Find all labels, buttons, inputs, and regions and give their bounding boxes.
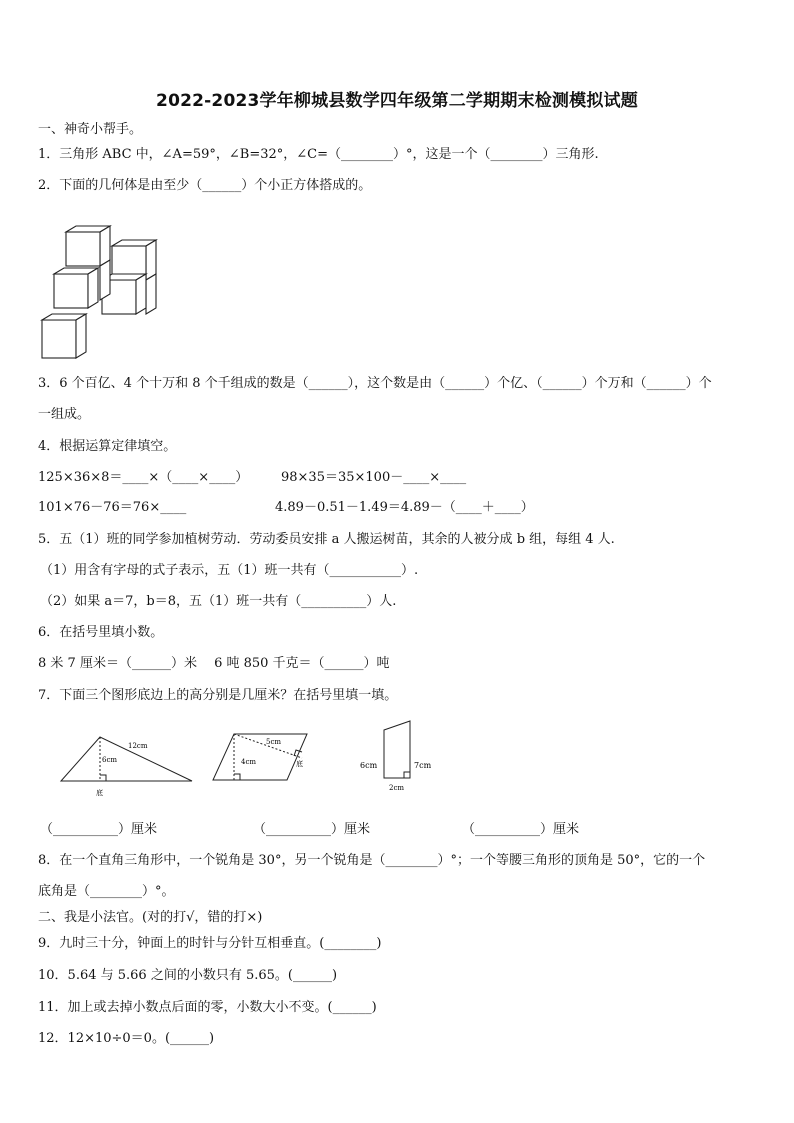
question-4-row-1-right: 98×35＝35×100－____×____	[281, 470, 467, 485]
parallelogram-figure	[210, 730, 314, 786]
trapezoid-bottom-label: 2cm	[389, 784, 405, 792]
parallelogram-height-label: 4cm	[241, 758, 257, 766]
question-8-line-1: 8．在一个直角三角形中，一个锐角是 30°，另一个锐角是（________）°；一个等腰三角形的顶角是 50°，它的一个	[38, 853, 706, 868]
question-12: 12．12×10÷0＝0。(______)	[38, 1031, 215, 1046]
question-11: 11．加上或去掉小数点后面的零，小数大小不变。(______)	[38, 1000, 377, 1015]
question-9: 9．九时三十分，钟面上的时针与分针互相垂直。(________)	[38, 936, 382, 951]
trapezoid-left-label: 6cm	[360, 761, 378, 770]
question-5-part-1: （1）用含有字母的式子表示，五（1）班一共有（___________）.	[40, 563, 419, 578]
question-3-line-1: 3．6 个百亿、4 个十万和 8 个千组成的数是（______），这个数是由（______）个亿、（______）个万和（______）个	[38, 376, 712, 391]
page-title: 2022-2023学年柳城县数学四年级第二学期期末检测模拟试题	[156, 91, 638, 111]
question-1: 1．三角形 ABC 中，∠A=59°，∠B=32°，∠C=（________）°，这是一个（________）三角形.	[38, 147, 599, 162]
question-2: 2．下面的几何体是由至少（______）个小正方体搭成的。	[38, 178, 372, 193]
question-7-answer-3: （__________）厘米	[462, 822, 580, 837]
question-7: 7．下面三个图形底边上的高分别是几厘米？在括号里填一填。	[38, 688, 398, 703]
trapezoid-right-label: 7cm	[414, 761, 432, 770]
parallelogram-base-label: 底	[296, 760, 303, 768]
question-8-line-2: 底角是（________）°。	[38, 884, 175, 899]
cube-stack-figure	[38, 212, 162, 362]
question-4: 4．根据运算定律填空。	[38, 439, 177, 454]
question-4-row-2-right: 4.89－0.51－1.49＝4.89－（____＋____）	[275, 500, 534, 515]
question-7-answer-2: （__________）厘米	[253, 822, 371, 837]
question-10: 10．5.64 与 5.66 之间的小数只有 5.65。(______)	[38, 968, 338, 983]
question-5: 5．五（1）班的同学参加植树劳动．劳动委员安排 a 人搬运树苗，其余的人被分成 b 组，每组 4 人.	[38, 532, 615, 547]
triangle-side-label: 12cm	[128, 742, 148, 750]
question-6-row: 8 米 7 厘米＝（______）米 6 吨 850 千克＝（______）吨	[38, 656, 390, 671]
section-1-heading: 一、神奇小帮手。	[38, 122, 143, 137]
question-3-line-2: 一组成。	[38, 407, 91, 422]
question-6: 6．在括号里填小数。	[38, 625, 164, 640]
triangle-base-label: 底	[96, 789, 103, 797]
question-4-row-1-left: 125×36×8＝____×（____×____）	[38, 470, 249, 485]
triangle-height-label: 6cm	[102, 756, 118, 764]
question-5-part-2: （2）如果 a＝7，b＝8，五（1）班一共有（__________）人.	[40, 594, 397, 609]
question-7-answer-1: （__________）厘米	[40, 822, 158, 837]
question-4-row-2-left: 101×76－76＝76×____	[38, 500, 187, 515]
triangle-figure	[58, 732, 198, 802]
section-2-heading: 二、我是小法官。(对的打√，错的打×)	[38, 910, 263, 925]
trapezoid-figure	[356, 716, 440, 796]
parallelogram-side-label: 5cm	[266, 738, 282, 746]
